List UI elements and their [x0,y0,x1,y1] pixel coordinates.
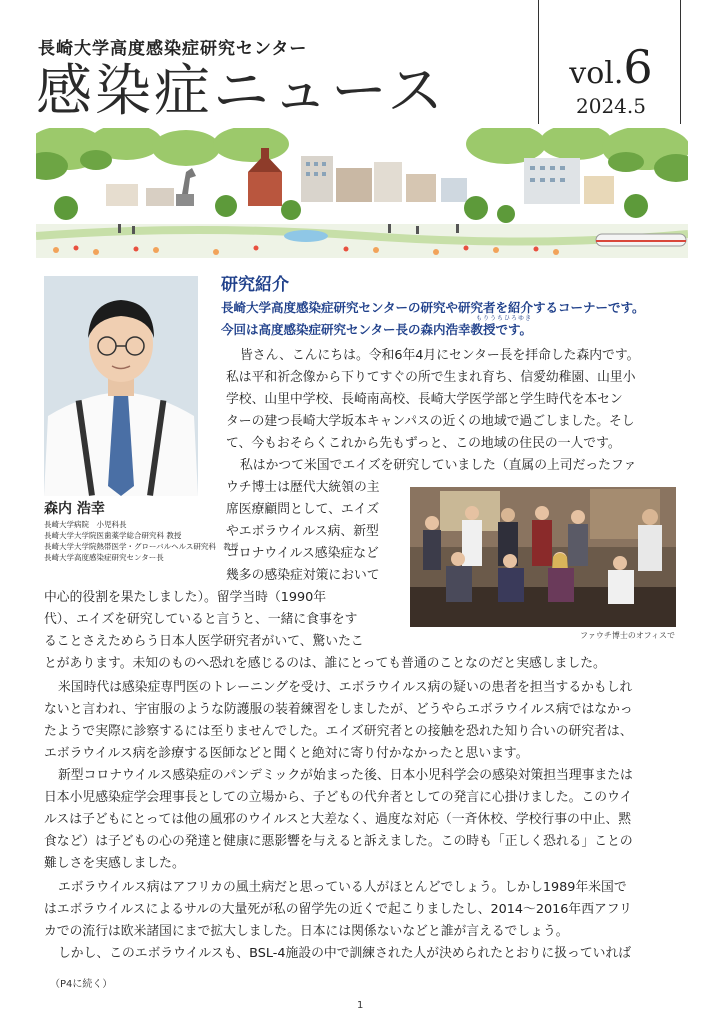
header-divider-right [680,0,681,124]
body-line: 中心的役割を果たしました）。留学当時（1990年 [44,590,327,605]
issue-date: 2024.5 [576,94,646,118]
newsletter-title: 感染症ニュース [36,59,447,124]
body-line: コロナウイルス感染症など [226,546,379,561]
body-line: ウチ博士は歴代大統領の主 [226,480,380,495]
body-line: 席医療顧問として、エイズ [226,502,380,517]
body-line: ないと言われ、宇宙服のような防護服の装着練習をしましたが、どうやらエボラウイルス病ではなかっ [44,702,633,717]
town-illustration-banner [36,128,688,258]
section-title: 研究紹介 [221,275,289,295]
intro-line: 今回は高度感染症研究センター長の森内浩幸教授です。 [221,322,533,337]
portrait-photo [44,276,198,496]
body-line: 代）、エイズを研究していると言うと、一緒に食事をす [44,612,358,627]
profile-name: 森内 浩幸 [44,501,105,517]
body-line: 新型コロナウイルス感染症のパンデミックが始まった後、日本小児科学会の感染対策担当理事または [58,768,633,783]
body-line: はエボラウイルスによるサルの大量死が私の留学先の近くで起こりましたし、2014～2016年西アフリ [44,902,632,917]
body-line: とがあります。未知のものへ恐れを感じるのは、誰にとっても普通のことなのだと実感しました。 [44,656,606,671]
body-line: 皆さん、こんにちは。令和6年4月にセンター長を拝命した森内です。 [240,348,640,363]
body-line: 私は平和祈念像から下りてすぐの所で生まれ育ち、信愛幼稚園、山里小 [226,370,636,385]
affiliation-line: 長崎大学大学院熱帯医学・グローバルヘルス研究科 教授 [44,542,239,551]
organization-name: 長崎大学高度感染症研究センター [38,39,308,59]
body-line: 米国時代は感染症専門医のトレーニングを受け、エボラウイルス病の疑いの患者を担当するかもしれ [58,680,633,695]
affiliation-line: 長崎大学大学院医歯薬学総合研究科 教授 [44,531,182,540]
furigana: もりうちひろゆき [476,315,533,322]
intro-line: 長崎大学高度感染症研究センターの研究や研究者を紹介するコーナーです。 [221,300,645,315]
body-line: ターの建つ長崎大学坂本キャンパスの近くの地域で過ごしました。そし [226,414,635,429]
body-line: ルスは子どもにとっては他の風邪のウイルスと大差なく、過度な対応（一斉休校、学校行事の中止、黙 [44,812,631,827]
volume-prefix: vol. [569,56,624,91]
body-line: 学校、山里中学校、長崎南高校、長崎大学医学部と学生時代を本セン [226,392,623,407]
page-number: 1 [357,1000,364,1011]
body-line: 食など）は子どもの心の発達と健康に悪影響を与えると訴えました。この時も「正しく恐れる」ことの [44,834,633,849]
body-line: やエボラウイルス病、新型 [226,524,379,539]
body-line: 私はかつて米国でエイズを研究していました（直属の上司だったファ [240,458,637,473]
body-line: エボラウイルス病を診療する医師などと聞くと絶対に寄り付かなかったと思います。 [44,746,529,761]
group-photo [410,487,676,627]
affiliation-line: 長崎大学高度感染症研究センター長 [44,553,164,562]
body-line: 難しさを実感しました。 [44,856,185,871]
volume-label [544,40,678,94]
header-divider-left [538,0,539,124]
body-line: カでの流行は欧米諸国にまで拡大しました。日本には関係ないなどと誰が言えるでしょう。 [44,924,569,939]
body-line: しかし、このエボラウイルスも、BSL-4施設の中で訓練された人が決められたとおりに扱っていれば [58,946,632,961]
affiliation-line: 長崎大学病院 小児科長 [44,520,127,529]
body-line: エボラウイルス病はアフリカの風土病だと思っている人がほとんどでしょう。しかし1989年米国で [58,880,627,895]
body-line: 幾多の感染症対策において [226,568,380,583]
continued-note: （P4に続く） [50,979,113,990]
photo-caption: ファウチ博士のオフィスで [580,631,675,640]
body-line: たようで実際に診察するには至りませんでした。エイズ研究者との接触を恐れた知り合いの研究者は、 [44,724,633,739]
body-line: 日本小児感染症学会理事長としての立場から、子どもの代弁者としての発言に心掛けました。このウイ [44,790,633,805]
volume-number: 6 [623,40,653,94]
body-line: て、今もおそらくこれから先もずっと、この地域の住民の一人です。 [226,436,621,451]
body-line: ることさえためらう日本人医学研究者がいて、驚いたこ [44,634,364,649]
